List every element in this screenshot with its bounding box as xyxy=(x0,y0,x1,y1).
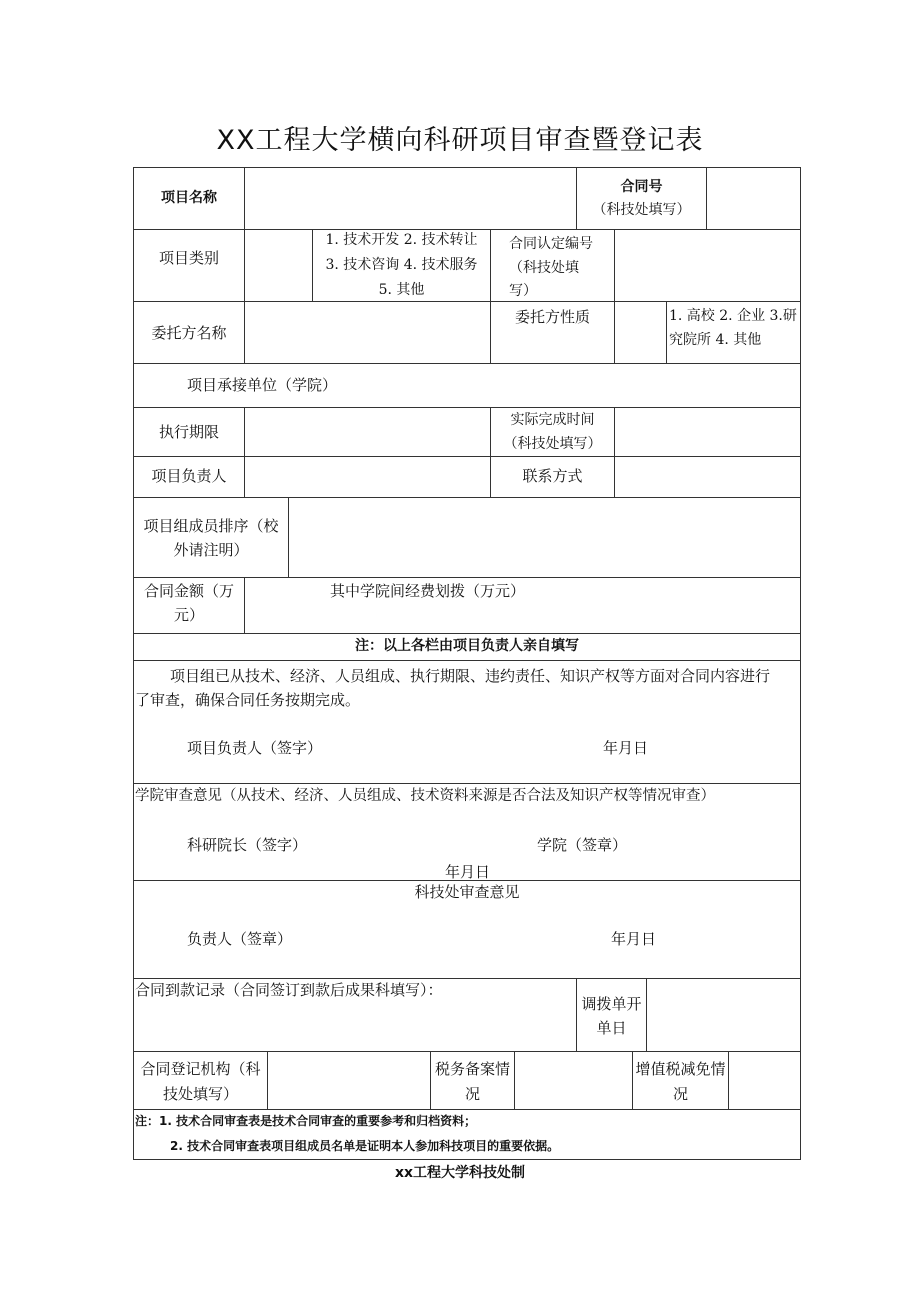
actual-finish-field[interactable] xyxy=(615,408,800,456)
actual-finish-label-line-2: （科技处填写） xyxy=(503,436,602,452)
declaration-text-line-2: 了审查，确保合同任务按期完成。 xyxy=(135,691,361,709)
vat-exemption-label-line-2: 况 xyxy=(672,1085,688,1103)
contract-amount-label-line-2: 元） xyxy=(173,606,204,624)
vat-exemption-label-line-1: 增值税减免情 xyxy=(635,1060,726,1078)
project-name-label: 项目名称 xyxy=(161,190,217,206)
contact-label: 联系方式 xyxy=(522,467,583,485)
tax-filing-label-line-1: 税务备案情 xyxy=(434,1060,510,1078)
registration-org-label-line-2: 技处填写） xyxy=(162,1085,238,1103)
members-field[interactable] xyxy=(289,498,800,577)
project-type-option-line-2: 3. 技术咨询 4. 技术服务 xyxy=(325,257,478,273)
inter-college-funds-label: 其中学院间经费划拨（万元） xyxy=(330,582,526,600)
contact-field[interactable] xyxy=(615,457,800,497)
client-nature-option-line-1: 1. 高校 2. 企业 3.研 xyxy=(669,308,797,324)
college-review-date: 年月日 xyxy=(445,863,491,881)
declaration-text-line-1: 项目组已从技术、经济、人员组成、执行期限、违约责任、知识产权等方面对合同内容进行 xyxy=(170,667,771,685)
project-type-field[interactable] xyxy=(245,230,312,301)
undertaking-unit-label: 项目承接单位（学院） xyxy=(187,376,338,394)
college-review-seal: 学院（签章） xyxy=(537,836,628,854)
page-title: XX工程大学横向科研项目审查暨登记表 xyxy=(216,125,704,156)
project-type-label: 项目类别 xyxy=(158,249,219,267)
project-type-option-line-3: 5. 其他 xyxy=(378,282,425,298)
contract-cert-label-line-3: 写） xyxy=(509,283,537,299)
college-review-signer: 科研院长（签字） xyxy=(187,836,308,854)
footer-issuer: xx工程大学科技处制 xyxy=(394,1165,526,1181)
registration-org-field[interactable] xyxy=(268,1052,430,1109)
transfer-date-label-line-2: 单日 xyxy=(596,1019,627,1037)
exec-period-label: 执行期限 xyxy=(158,423,219,441)
contract-cert-label-line-1: 合同认定编号 xyxy=(509,236,593,252)
client-name-label: 委托方名称 xyxy=(151,324,227,342)
members-label-line-2: 外请注明） xyxy=(173,541,249,559)
project-type-option-line-1: 1. 技术开发 2. 技术转让 xyxy=(325,232,478,248)
office-review-signer: 负责人（签章） xyxy=(187,930,293,948)
declaration-date: 年月日 xyxy=(603,739,649,757)
tax-filing-field[interactable] xyxy=(515,1052,632,1109)
contract-no-field[interactable] xyxy=(707,168,800,229)
client-name-field[interactable] xyxy=(245,302,490,363)
project-leader-label: 项目负责人 xyxy=(151,467,227,485)
contract-cert-label-line-2: （科技处填 xyxy=(509,260,579,276)
vat-exemption-field[interactable] xyxy=(729,1052,800,1109)
client-nature-option-line-2: 究院所 4. 其他 xyxy=(669,332,762,348)
declaration-signer: 项目负责人（签字） xyxy=(187,739,323,757)
office-review-date: 年月日 xyxy=(611,930,657,948)
project-leader-field[interactable] xyxy=(245,457,490,497)
transfer-date-field[interactable] xyxy=(647,979,800,1051)
client-nature-field[interactable] xyxy=(615,302,666,363)
payment-record-label: 合同到款记录（合同签订到款后成果科填写）： xyxy=(135,981,443,999)
contract-no-label: 合同号 xyxy=(620,179,663,195)
tax-filing-label-line-2: 况 xyxy=(464,1085,480,1103)
college-review-heading: 学院审查意见（从技术、经济、人员组成、技术资料来源是否合法及知识产权等情况审查） xyxy=(135,788,715,804)
contract-no-note: （科技处填写） xyxy=(592,202,691,218)
transfer-date-label-line-1: 调拨单开 xyxy=(581,995,642,1013)
actual-finish-label-line-1: 实际完成时间 xyxy=(510,412,595,428)
note-line-2: 2. 技术合同审查表项目组成员名单是证明本人参加科技项目的重要依据。 xyxy=(170,1139,560,1153)
project-name-field[interactable] xyxy=(245,168,576,229)
contract-cert-field[interactable] xyxy=(615,230,800,301)
fill-note: 注：以上各栏由项目负责人亲自填写 xyxy=(355,638,579,654)
contract-amount-label-line-1: 合同金额（万 xyxy=(143,582,234,600)
exec-period-field[interactable] xyxy=(245,408,490,456)
client-nature-label: 委托方性质 xyxy=(514,308,590,326)
note-line-1: 注：1. 技术合同审查表是技术合同审查的重要参考和归档资料； xyxy=(135,1114,477,1128)
members-label-line-1: 项目组成员排序（校 xyxy=(143,517,279,535)
office-review-heading: 科技处审查意见 xyxy=(414,883,520,901)
registration-org-label-line-1: 合同登记机构（科 xyxy=(140,1060,261,1078)
